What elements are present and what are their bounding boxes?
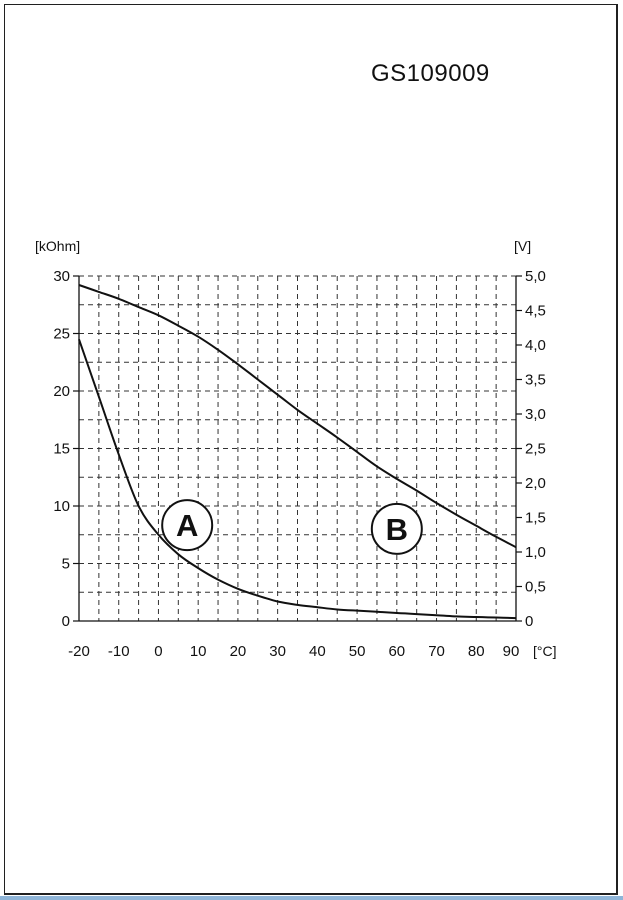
y-left-tick-label: 15 [53,440,70,458]
y-right-tick-label: 3,5 [525,371,546,389]
y-right-tick-label: 4,5 [525,302,546,320]
x-tick-label: 40 [309,643,326,660]
series-marker-label-b: B [385,511,409,547]
x-tick-label: 60 [388,643,406,660]
y-left-tick-label: 25 [53,325,70,343]
tick-labels [53,268,546,660]
grid [79,276,516,621]
series-marker-label-a: A [175,508,199,544]
x-tick-label: 20 [229,643,247,660]
x-tick-label: 30 [269,643,286,660]
y-right-tick-label: 3,0 [525,406,546,423]
y-axis-right-label: [V] [514,238,532,254]
y-right-tick-label: 1,0 [525,544,546,561]
y-right-tick-label: 5,0 [525,268,546,285]
x-tick-label: 90 [502,643,520,660]
y-left-tick-label: 0 [61,613,70,630]
x-tick-label: -20 [68,643,90,660]
x-tick-label: 70 [428,643,445,660]
y-right-tick-label: 0 [525,613,534,630]
x-tick-label: 10 [189,643,207,660]
x-tick-label: 50 [348,643,366,660]
x-tick-label: 80 [467,643,485,660]
document-code: GS109009 [371,60,490,87]
y-left-tick-label: 10 [53,498,70,515]
y-right-tick-label: 4,0 [525,337,546,354]
series-markers [162,500,422,554]
x-axis-label: [°C] [533,643,557,659]
x-tick-label: 0 [154,643,163,660]
y-axis-left-label: [kOhm] [35,238,81,254]
y-right-tick-label: 1,5 [525,509,546,527]
y-left-tick-label: 20 [53,383,70,400]
y-right-tick-label: 2,0 [525,475,546,492]
x-tick-label: -10 [107,643,130,660]
y-left-tick-label: 30 [53,268,70,285]
y-right-tick-label: 2,5 [525,440,546,458]
y-right-tick-label: 0,5 [525,578,546,596]
y-left-tick-label: 5 [61,555,70,573]
